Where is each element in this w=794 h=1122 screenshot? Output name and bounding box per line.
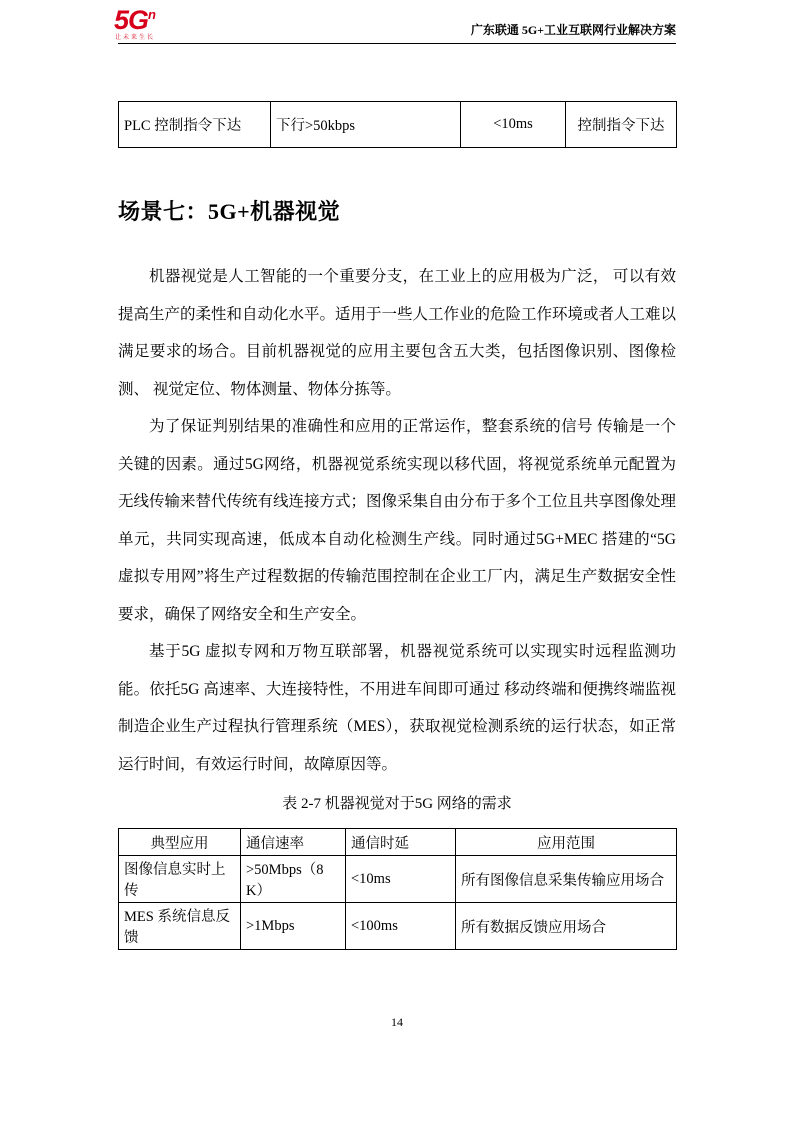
table-row [119,856,677,903]
table-cell: <10ms [461,102,566,148]
table-cell: <100ms [346,903,456,950]
table-header-cell: 通信时延 [346,829,456,856]
table-cell: >50Mbps（8K） [241,856,346,903]
table-cell: 所有图像信息采集传输应用场合 [456,856,677,903]
logo-slogan: 让未来生长 [114,35,155,41]
page-header [114,0,676,44]
table-cell: <10ms [346,856,456,903]
table-header-cell: 应用范围 [456,829,677,856]
table-header-cell: 通信速率 [241,829,346,856]
table-cell: 控制指令下达 [566,102,677,148]
logo-5g-text: $5G^n$ [114,5,156,35]
table-cell: 所有数据反馈应用场合 [456,903,677,950]
table-row [119,102,677,148]
paragraph: 基于5G 虚拟专网和万物互联部署，机器视觉系统可以实现实时远程监测功能。依托5G 高速率、大连接特性，不用进车间即可通过 移动终端和便携终端监视制造企业生产过程执行管理系统（MES），获取视觉检测系统的运行状态，如正常运行时间，有效运行时间，故障原因等。 [118,643,676,773]
plc-table-fragment [118,101,677,148]
requirements-table [118,828,677,950]
table-cell: MES 系统信息反馈 [119,903,241,950]
logo-n-superscript: n [148,7,156,22]
section-heading: 场景七：5G+机器视觉 [118,199,341,224]
table-header-cell: 典型应用 [119,829,241,856]
header-title: 广东联通 5G+工业互联网行业解决方案 [470,23,676,37]
table-row [119,903,677,950]
unicom-5g-logo [114,7,156,41]
table-caption: 表 2-7 机器视觉对于5G 网络的需求 [282,796,512,812]
table-header-row [119,829,677,856]
table-cell: PLC 控制指令下达 [119,102,271,148]
paragraph: 为了保证判别结果的准确性和应用的正常运作，整套系统的信号 传输是一个关键的因素。通过5G网络，机器视觉系统实现以移代固，将视觉系统单元配置为无线传输来替代传统有线连接方式；图像采集自由分布于多个工位且共享图像处理单元，共同实现高速，低成本自动化检测生产线。同时通过5G+MEC 搭建的“5G 虚拟专用网”将生产过程数据的传输范围控制在企业工厂内，满足生产数据安全性要求，确保了网络安全和生产安全。 [118,418,677,623]
paragraph: 机器视觉是人工智能的一个重要分支，在工业上的应用极为广泛， 可以有效提高生产的柔性和自动化水平。适用于一些人工作业的危险工作环境或者人工难以满足要求的场合。目前机器视觉的应用主要包含五大类，包括图像识别、图像检测、 视觉定位、物体测量、物体分拣等。 [118,268,677,398]
table-cell: 图像信息实时上传 [119,856,241,903]
table-cell: 下行>50kbps [271,102,461,148]
body-text [118,258,676,783]
page-number: 14 [391,1015,403,1029]
table-cell: >1Mbps [241,903,346,950]
